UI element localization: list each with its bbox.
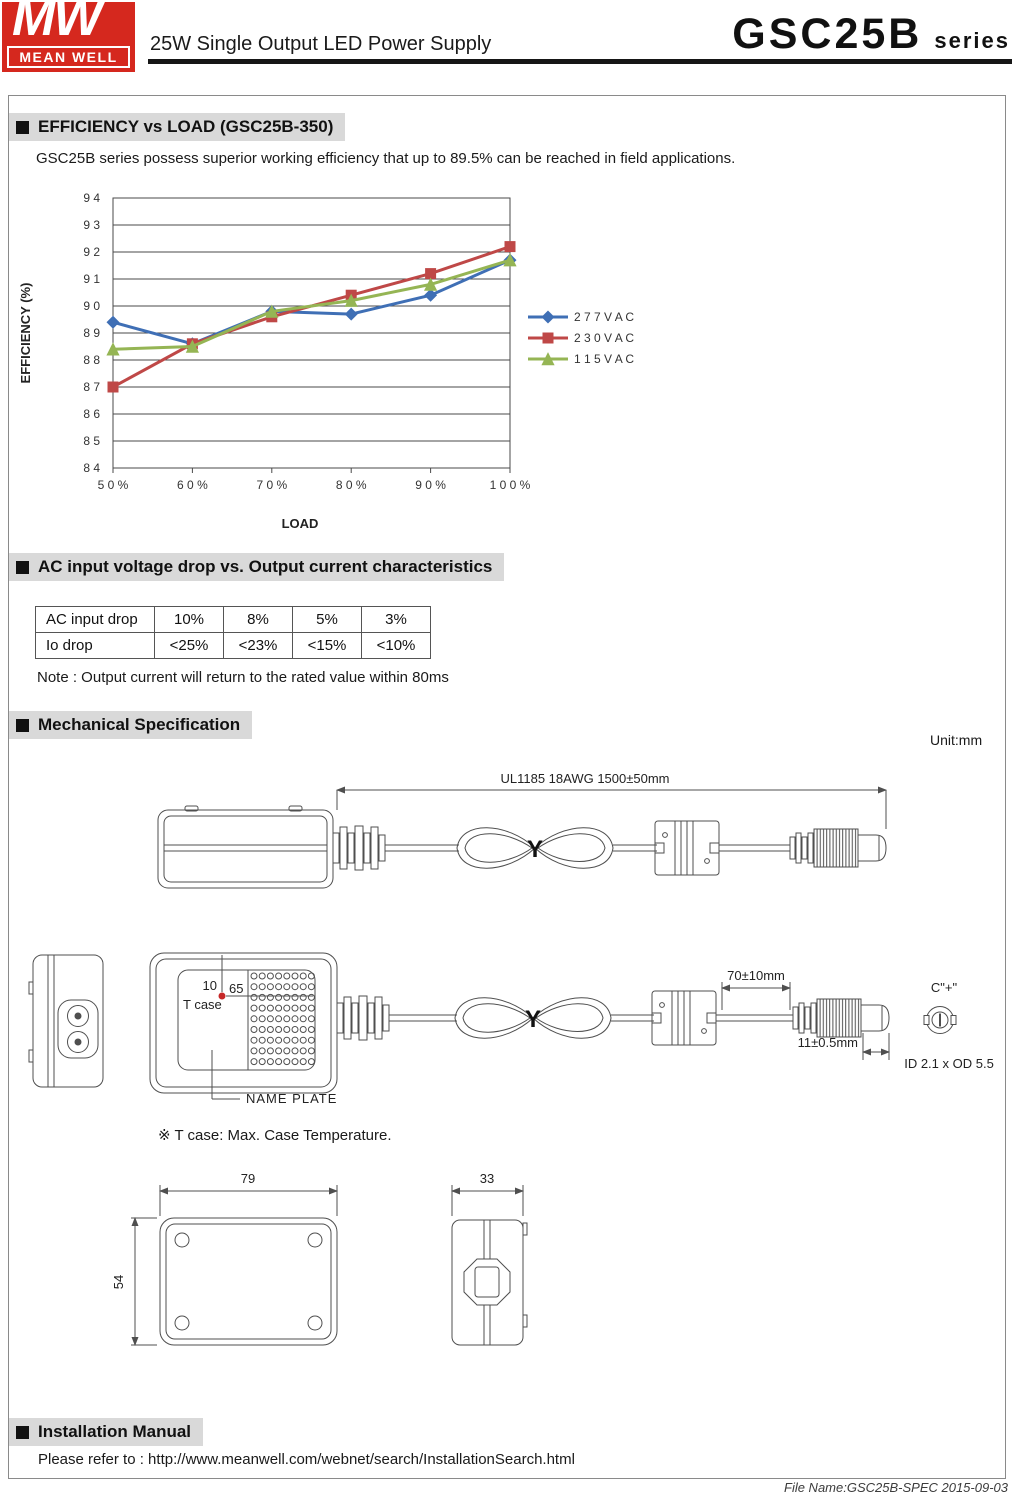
vent-hole <box>259 1016 265 1022</box>
vent-hole <box>259 973 265 979</box>
dim-11-label: 11±0.5mm <box>797 1035 858 1050</box>
cable-spec-label: UL1185 18AWG 1500±50mm <box>500 771 670 786</box>
x-tick-label: 7 0 % <box>256 478 288 492</box>
vent-hole <box>276 1016 282 1022</box>
ac-drop-note: Note : Output current will return to the rated value within 80ms <box>37 669 449 686</box>
vent-hole <box>276 1048 282 1054</box>
dim-70-label: 70±10mm <box>727 968 785 983</box>
section-header-installation <box>9 1418 203 1446</box>
plug-cross-section <box>924 1007 956 1034</box>
x-tick-label: 8 0 % <box>335 478 367 492</box>
series-line-230VAC <box>113 247 510 387</box>
efficiency-description: GSC25B series possess superior working efficiency that up to 89.5% can be reached in field applications. <box>36 150 736 167</box>
dim-65-label: 65 <box>229 981 244 996</box>
square-bullet-icon <box>16 121 29 134</box>
vent-hole <box>251 1037 257 1043</box>
section-title: Installation Manual <box>38 1422 192 1441</box>
vent-hole <box>251 1059 257 1065</box>
vent-hole <box>300 1016 306 1022</box>
legend-label: 1 1 5 V A C <box>574 352 635 366</box>
vent-hole <box>259 1005 265 1011</box>
vent-hole <box>251 1027 257 1033</box>
vent-hole <box>284 994 290 1000</box>
legend-label: 2 3 0 V A C <box>574 331 635 345</box>
adapter-top-view <box>150 953 337 1099</box>
page-title: 25W Single Output LED Power Supply <box>150 33 492 55</box>
strain-relief <box>337 996 389 1040</box>
ferrite-bead <box>652 991 716 1045</box>
vent-hole <box>308 1059 314 1065</box>
marker-square <box>505 242 515 252</box>
section-header-efficiency <box>9 113 345 141</box>
series-line-277VAC <box>113 260 510 344</box>
name-plate <box>178 970 315 1070</box>
y-tick-label: 8 5 <box>83 434 100 448</box>
y-tick-label: 8 4 <box>83 461 100 475</box>
vent-hole <box>259 1027 265 1033</box>
marker-diamond <box>107 316 119 328</box>
vent-hole <box>276 1005 282 1011</box>
vent-hole <box>267 1048 273 1054</box>
installation-link-text: Please refer to : http://www.meanwell.com/webnet/search/InstallationSearch.html <box>38 1451 575 1468</box>
dim-70mm <box>722 982 790 1010</box>
vent-hole <box>267 1016 273 1022</box>
vent-hole <box>300 973 306 979</box>
file-name-footer: File Name:GSC25B-SPEC 2015-09-03 <box>784 1480 1008 1495</box>
vent-hole <box>300 1048 306 1054</box>
model-series: series <box>934 28 1010 53</box>
vent-hole <box>292 1027 298 1033</box>
cable-tie-mark: Y <box>526 836 544 863</box>
table-cell: <23% <box>224 633 293 659</box>
x-tick-label: 5 0 % <box>97 478 129 492</box>
dim-10-label: 10 <box>202 978 217 993</box>
vent-hole <box>267 994 273 1000</box>
vent-hole <box>284 1027 290 1033</box>
y-tick-label: 8 8 <box>83 353 100 367</box>
vent-hole <box>251 1005 257 1011</box>
vent-hole <box>292 1016 298 1022</box>
adapter-side-view <box>158 806 333 888</box>
section-title: EFFICIENCY vs LOAD (GSC25B-350) <box>38 117 334 136</box>
nameplate-label: NAME PLATE <box>246 1091 338 1106</box>
vent-hole <box>284 1059 290 1065</box>
x-tick-label: 1 0 0 % <box>489 478 531 492</box>
vent-hole <box>308 1027 314 1033</box>
efficiency-load-chart <box>0 190 720 540</box>
vent-hole <box>251 973 257 979</box>
vent-hole <box>292 1059 298 1065</box>
adapter-bottom-view <box>160 1218 337 1345</box>
vent-hole <box>308 1016 314 1022</box>
vent-hole <box>308 1037 314 1043</box>
vent-hole <box>259 984 265 990</box>
section-header-mechanical <box>9 711 252 739</box>
series-line-115VAC <box>113 260 510 349</box>
dim-54 <box>131 1218 157 1345</box>
vent-hole <box>267 1005 273 1011</box>
y-tick-label: 9 1 <box>83 272 100 286</box>
y-tick-label: 8 9 <box>83 326 100 340</box>
dim-33-label: 33 <box>479 1171 495 1186</box>
vent-hole <box>267 1027 273 1033</box>
tcase-note: ※ T case: Max. Case Temperature. <box>158 1127 392 1144</box>
vent-hole <box>300 1037 306 1043</box>
vent-hole <box>259 1059 265 1065</box>
vent-hole <box>308 1048 314 1054</box>
ac-drop-table <box>35 606 431 659</box>
vent-hole <box>259 994 265 1000</box>
vent-hole <box>292 1048 298 1054</box>
polarity-label: C"+" <box>930 980 958 995</box>
vent-hole <box>284 1005 290 1011</box>
vent-hole <box>276 973 282 979</box>
vent-holes <box>251 973 314 1065</box>
vent-hole <box>276 1059 282 1065</box>
vent-hole <box>284 973 290 979</box>
vent-hole <box>292 1005 298 1011</box>
table-cell: <15% <box>293 633 362 659</box>
vent-hole <box>251 984 257 990</box>
adapter-end-view <box>452 1220 527 1345</box>
y-tick-label: 8 7 <box>83 380 100 394</box>
x-axis-title: LOAD <box>281 516 319 531</box>
dc-plug <box>793 999 889 1037</box>
header-rule <box>148 59 1012 64</box>
vent-hole <box>308 984 314 990</box>
vent-hole <box>308 994 314 1000</box>
tcase-label: T case <box>183 997 222 1012</box>
cable-tie-mark: Y <box>524 1006 542 1033</box>
square-bullet-icon <box>16 1426 29 1439</box>
table-row <box>36 633 431 659</box>
vent-hole <box>300 984 306 990</box>
marker-square <box>543 333 553 343</box>
row-label: Io drop <box>36 633 155 659</box>
square-bullet-icon <box>16 561 29 574</box>
vent-hole <box>284 1037 290 1043</box>
dim-33 <box>452 1185 523 1216</box>
table-row <box>36 607 431 633</box>
vent-hole <box>292 1037 298 1043</box>
logo-brand-text: MEAN WELL <box>7 46 130 68</box>
dim-79 <box>160 1185 337 1216</box>
table-cell: 10% <box>155 607 224 633</box>
x-tick-label: 9 0 % <box>415 478 446 492</box>
table-cell: 5% <box>293 607 362 633</box>
x-tick-label: 6 0 % <box>177 478 208 492</box>
table-cell: <25% <box>155 633 224 659</box>
dim-11mm <box>863 1033 889 1060</box>
vent-hole <box>251 994 257 1000</box>
meanwell-logo <box>2 2 135 72</box>
y-tick-label: 8 6 <box>83 407 100 421</box>
cable-length-dimension <box>337 790 886 829</box>
section-header-ac-drop <box>9 553 504 581</box>
marker-square <box>108 382 118 392</box>
vent-hole <box>259 1037 265 1043</box>
dim-79-label: 79 <box>240 1171 256 1186</box>
vent-hole <box>267 973 273 979</box>
vent-hole <box>284 1048 290 1054</box>
plug-size-label: ID 2.1 x OD 5.5 <box>904 1056 994 1071</box>
ferrite-bead <box>655 821 719 875</box>
legend-label: 2 7 7 V A C <box>574 310 635 324</box>
vent-hole <box>300 1059 306 1065</box>
logo-mw-icon: MW <box>12 0 101 47</box>
marker-square <box>426 269 436 279</box>
section-title: Mechanical Specification <box>38 715 241 734</box>
marker-diamond <box>425 289 437 301</box>
dim-54-label: 54 <box>111 1274 126 1290</box>
vent-hole <box>300 1005 306 1011</box>
strain-relief <box>333 826 385 870</box>
vent-hole <box>276 1027 282 1033</box>
vent-hole <box>308 1005 314 1011</box>
y-axis-title: EFFICIENCY (%) <box>18 282 33 384</box>
y-tick-label: 9 2 <box>83 245 100 259</box>
dc-plug <box>790 829 886 867</box>
vent-hole <box>267 1059 273 1065</box>
vent-hole <box>251 1016 257 1022</box>
marker-diamond <box>542 311 554 323</box>
vent-hole <box>267 1037 273 1043</box>
vent-hole <box>251 1048 257 1054</box>
table-cell: <10% <box>362 633 431 659</box>
vent-hole <box>276 994 282 1000</box>
ac-inlet-view <box>29 955 103 1087</box>
vent-hole <box>308 973 314 979</box>
vent-hole <box>300 1027 306 1033</box>
vent-hole <box>292 984 298 990</box>
marker-diamond <box>345 308 357 320</box>
vent-hole <box>276 984 282 990</box>
y-tick-label: 9 3 <box>83 218 100 232</box>
row-label: AC input drop <box>36 607 155 633</box>
y-tick-label: 9 4 <box>83 191 100 205</box>
vent-hole <box>292 973 298 979</box>
section-title: AC input voltage drop vs. Output current characteristics <box>38 557 493 576</box>
y-tick-label: 9 0 <box>83 299 100 313</box>
vent-hole <box>276 1037 282 1043</box>
vent-hole <box>284 1016 290 1022</box>
vent-hole <box>292 994 298 1000</box>
table-cell: 3% <box>362 607 431 633</box>
vent-hole <box>267 984 273 990</box>
table-cell: 8% <box>224 607 293 633</box>
vent-hole <box>259 1048 265 1054</box>
vent-hole <box>300 994 306 1000</box>
model-code: GSC25B <box>732 10 923 58</box>
model-name <box>732 10 1010 59</box>
mechanical-drawing <box>0 750 1014 1410</box>
vent-hole <box>284 984 290 990</box>
square-bullet-icon <box>16 719 29 732</box>
unit-label: Unit:mm <box>930 732 983 748</box>
